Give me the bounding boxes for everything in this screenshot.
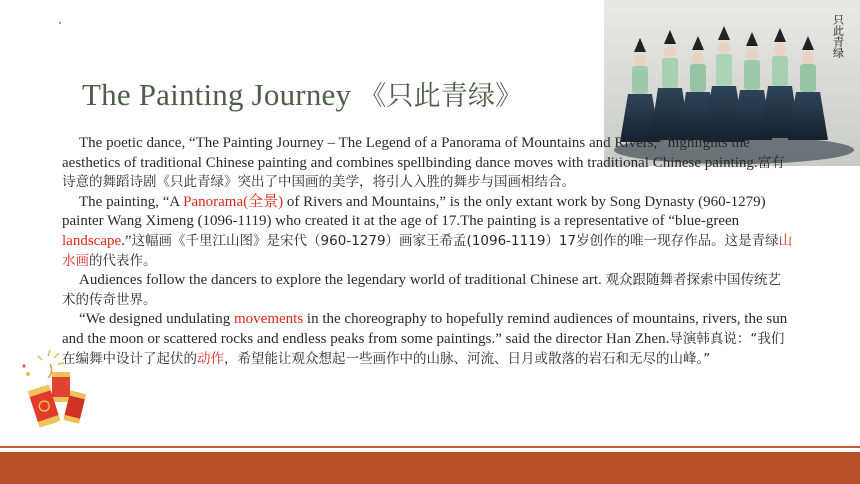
slide-title <box>82 74 522 113</box>
paragraph-2-en-a: The painting, “A <box>79 193 184 210</box>
highlight-cn-landscape: 山水画 <box>62 232 793 269</box>
paragraph-3-en: Audiences follow the dancers to explore the legendary world of traditional Chinese art. <box>79 272 602 289</box>
paragraph-2-en-b: of Rivers and Mountains,” is the only extant work by Song Dynasty (960-1279) painter Wang Ximeng (1096-1119) who created it at the age of 17.The painting is a representative of “blue-green <box>62 193 766 230</box>
paragraph-2-en-c: .” <box>121 232 132 249</box>
highlight-movements: movements <box>234 311 304 328</box>
paragraph-3-cn: 观众跟随舞者探索中国传统艺术的传奇世界。 <box>62 272 781 308</box>
paragraph-1-en: The poetic dance, “The Painting Journey – The Legend of a Panorama of Mountains and Rivers,” highlights the aesthetics of traditional Chinese painting and combines spellbinding dance moves with traditional Chinese painting. <box>62 135 758 171</box>
paragraph-4-en-a: “We designed undulating <box>79 311 235 328</box>
highlight-landscape: landscape <box>62 232 122 249</box>
footer-band <box>0 452 860 484</box>
decorative-dot <box>59 22 61 24</box>
paragraph-4-cn-a: 导演韩真说：“我们在编舞中设计了起伏的 <box>62 330 785 367</box>
paragraph-4 <box>62 310 794 369</box>
paragraph-3 <box>62 271 794 310</box>
slide-body <box>62 134 794 369</box>
highlight-cn-movements: 动作 <box>197 350 224 367</box>
firecracker-back <box>52 372 70 402</box>
paragraph-1 <box>62 134 794 193</box>
paragraph-4-cn-b: ，希望能让观众想起一些画作中的山脉、河流、日月或散落的岩石和无尽的山峰。” <box>224 350 711 367</box>
paragraph-1-cn: 富有诗意的舞蹈诗剧《只此青绿》突出了中国画的美学，将引人入胜的舞步与国画相结合。 <box>62 154 785 191</box>
title-chinese: 《只此青绿》 <box>359 81 523 112</box>
photo-caption: 只此青绿 <box>831 14 845 58</box>
paragraph-2-cn-b: 的代表作。 <box>89 252 157 269</box>
paragraph-2 <box>62 193 794 271</box>
paragraph-2-cn-a: 这幅画《千里江山图》是宋代（960-1279）画家王希孟(1096-1119）17岁创作的唯一现存作品。这是青绿 <box>131 232 779 249</box>
firecracker-icon <box>18 348 94 438</box>
paragraph-4-en-b: in the choreography to hopefully remind audiences of mountains, rivers, the sun and the moon or scattered rocks and endless peaks from some paintings.” said the director Han Zhen. <box>62 311 788 347</box>
footer-divider <box>0 446 860 448</box>
title-english: The Painting Journey <box>82 77 352 112</box>
highlight-panorama: Panorama(全景) <box>183 193 284 210</box>
